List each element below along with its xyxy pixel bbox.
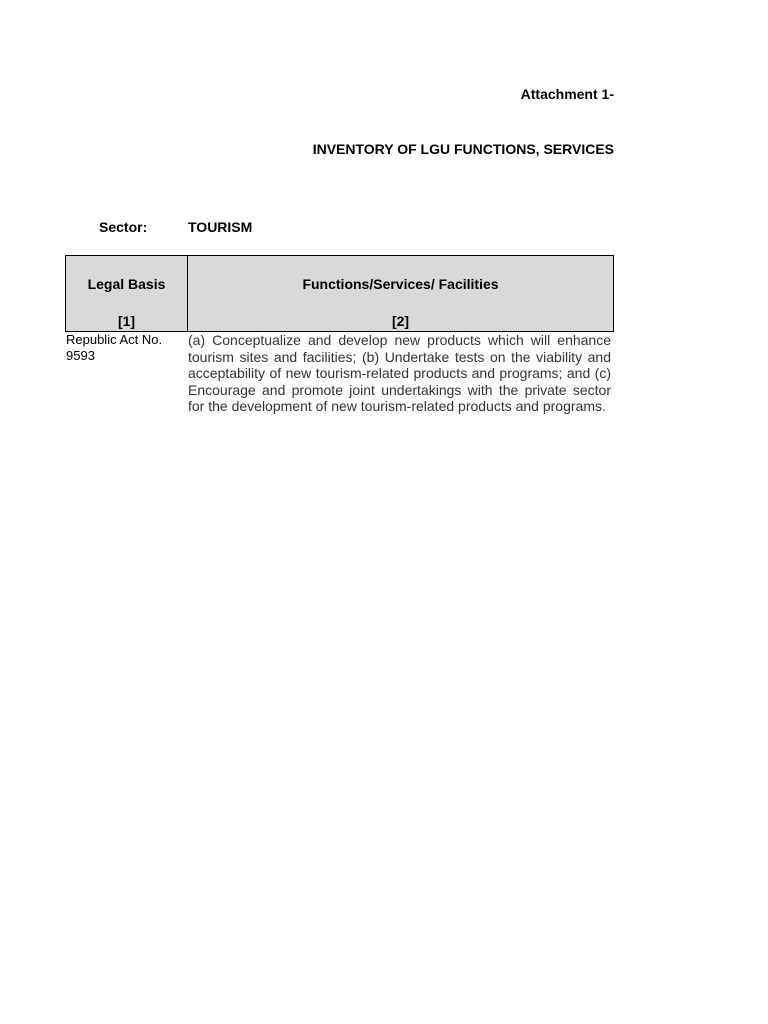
sector-label: Sector: xyxy=(99,219,148,235)
attachment-label: Attachment 1- xyxy=(520,86,614,102)
header-functions xyxy=(188,256,613,331)
header-legal-basis-number: [1] xyxy=(117,313,136,329)
functions-cell: (a) Conceptualize and develop new products which will enhance tourism sites and facilities; (b) Undertake tests on the viability and acceptability of new tourism-related products and programs; and (c) Encourage and promote joint undertakings with the private sector for the development of new tourism-related products and programs. xyxy=(188,332,611,414)
header-functions-label: Functions/Services/ Facilities xyxy=(302,276,499,292)
header-functions-number: [2] xyxy=(391,313,410,329)
table-header xyxy=(65,255,614,332)
header-legal-basis xyxy=(66,256,188,331)
table-row xyxy=(65,332,614,415)
document-title: INVENTORY OF LGU FUNCTIONS, SERVICES xyxy=(312,141,614,157)
legal-basis-cell: Republic Act No. 9593 xyxy=(66,332,163,363)
header-legal-basis-label: Legal Basis xyxy=(87,276,166,292)
sector-value: TOURISM xyxy=(188,219,253,235)
